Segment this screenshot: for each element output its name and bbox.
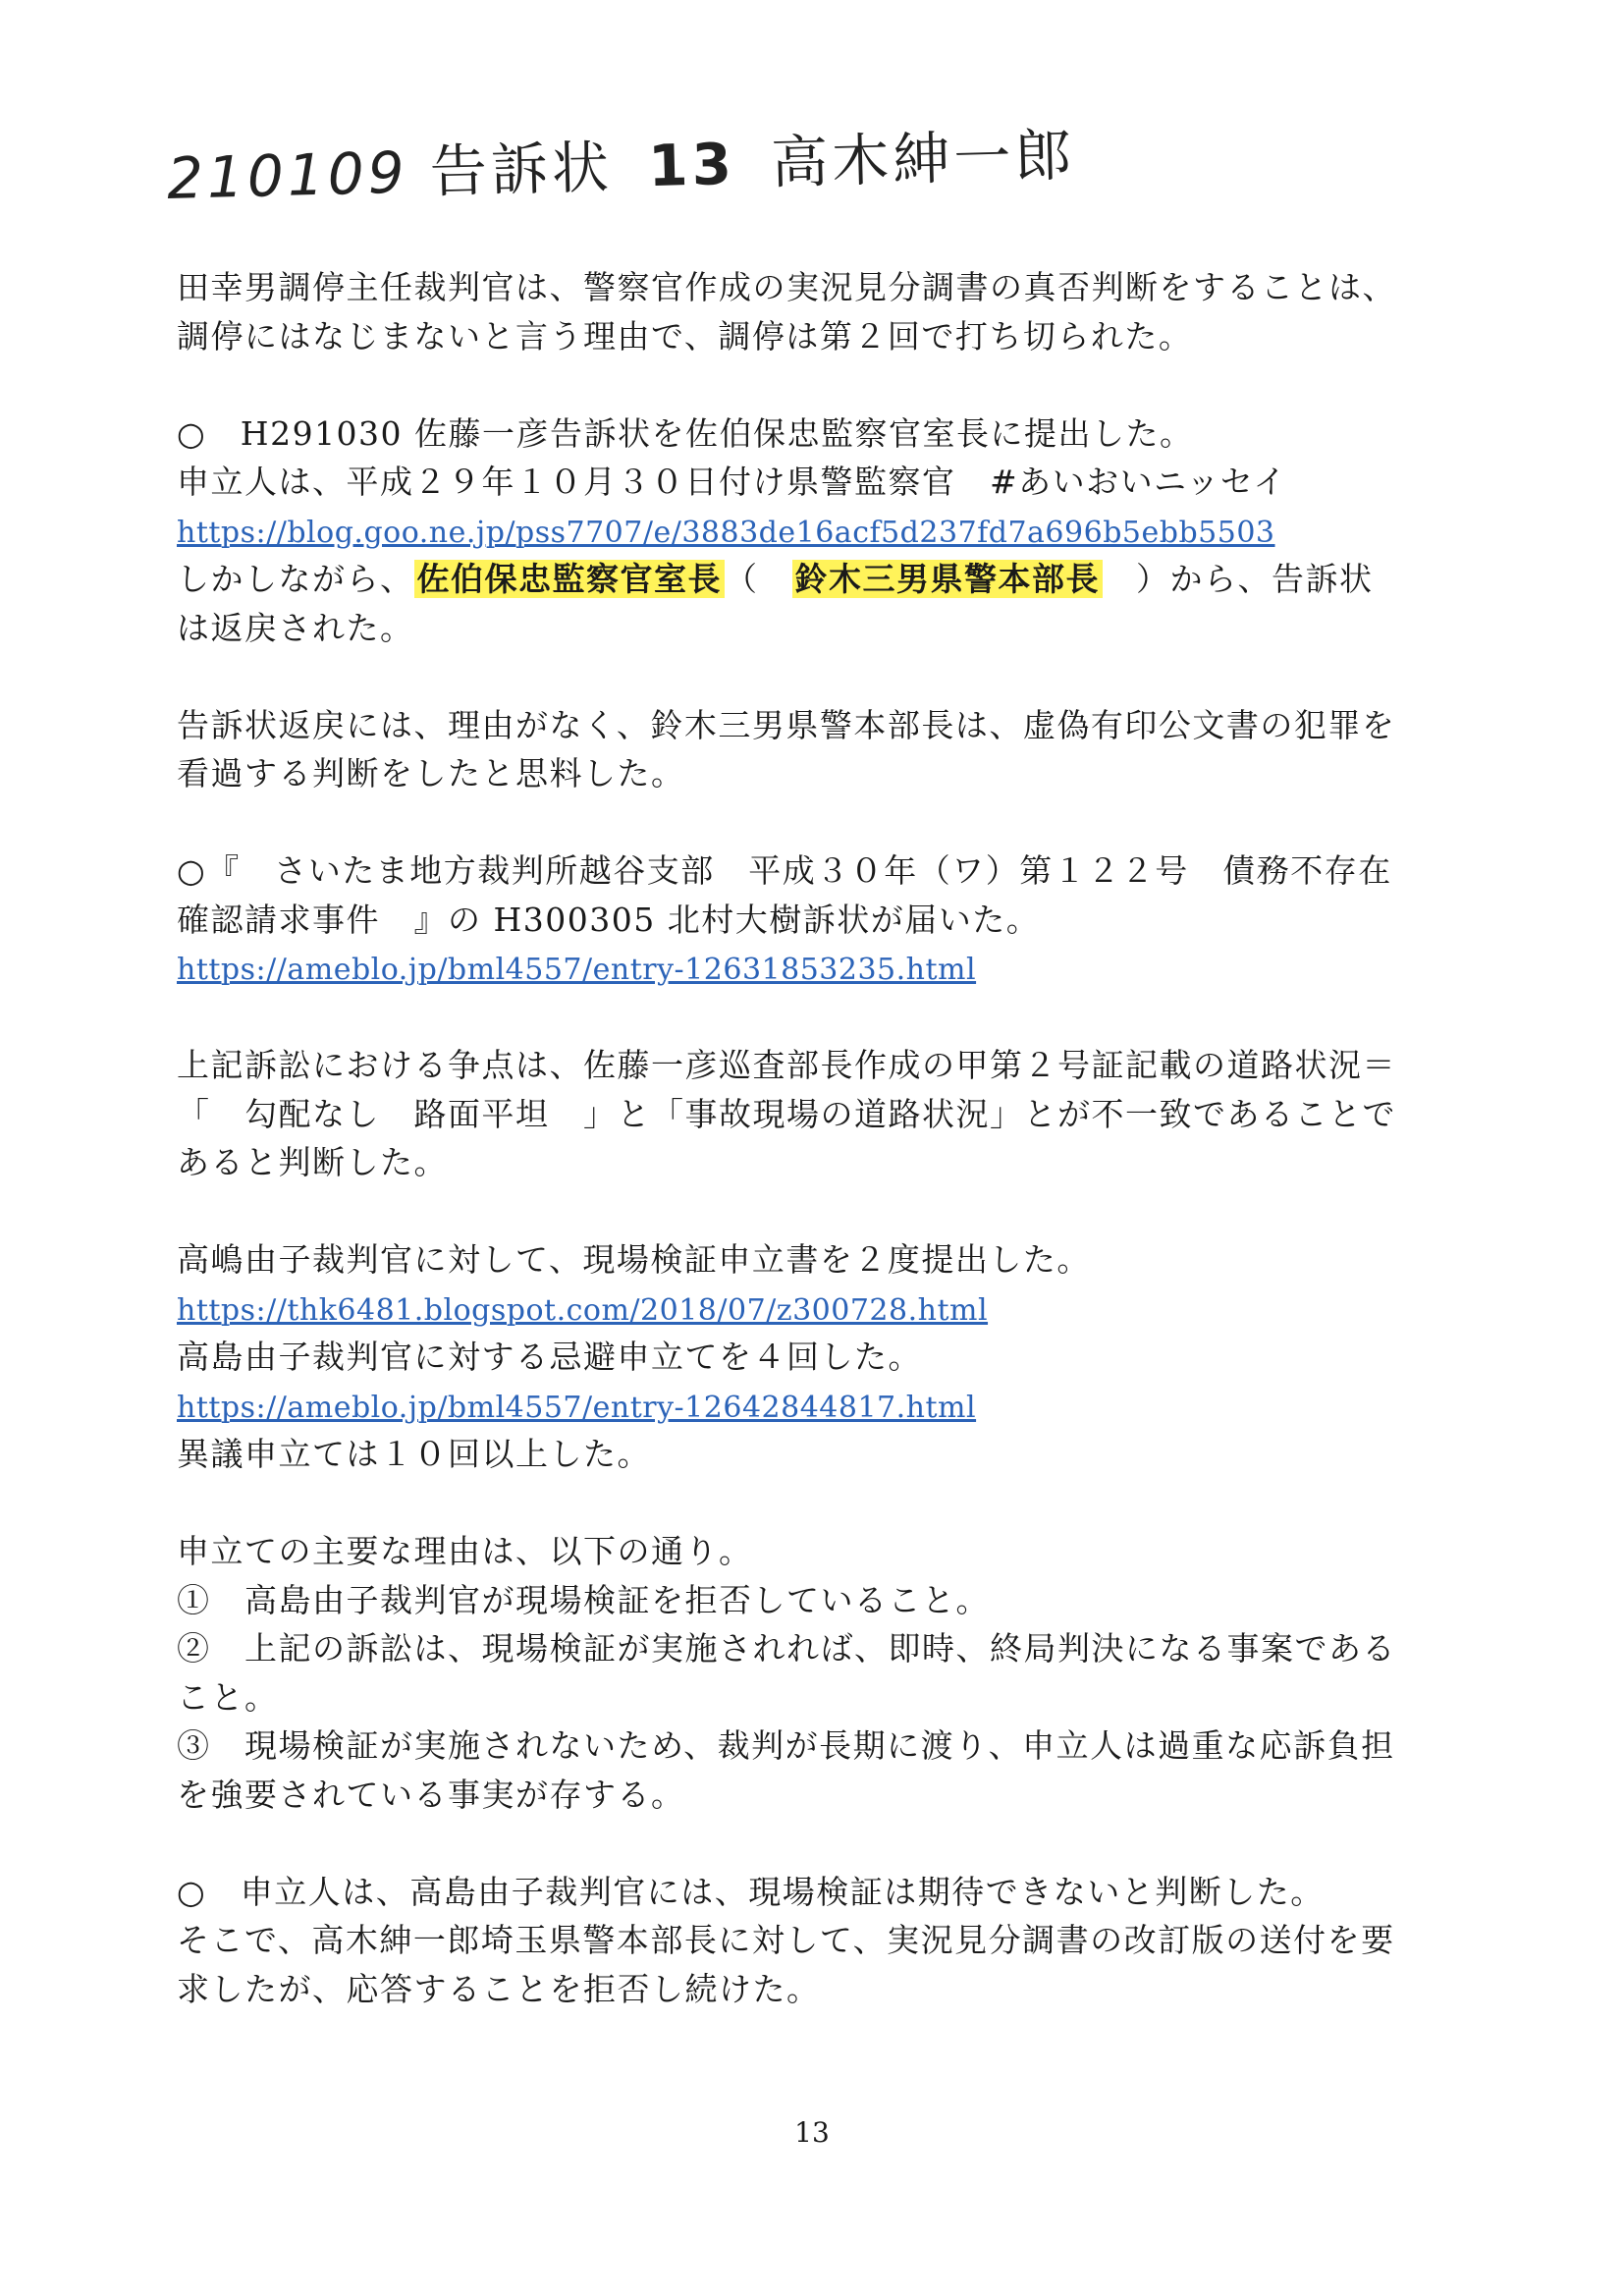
ameblo-link-1[interactable]: https://ameblo.jp/bml4557/entry-12631853235.html (177, 953, 977, 987)
header-page-ref: 13 (647, 130, 736, 200)
text-line: こと。 (177, 1677, 279, 1717)
text-line: 確認請求事件 』の H300305 北村大樹訴状が届いた。 (177, 900, 1041, 939)
text-line: 申立ての主要な理由は、以下の通り。 (177, 1532, 753, 1570)
blog-link[interactable]: https://blog.goo.ne.jp/pss7707/e/3883de16acf5d237fd7a696b5ebb5503 (177, 515, 1275, 550)
text-fragment: しかしながら、 (177, 560, 414, 598)
text-line: 看過する判断をしたと思料した。 (177, 754, 685, 793)
link-line (177, 1382, 1473, 1431)
text-line: 求したが、応答することを拒否し続けた。 (177, 1969, 821, 2008)
link-line (177, 507, 1473, 556)
text-line: 「 勾配なし 路面平坦 」と「事故現場の道路状況」とが不一致であることで (177, 1094, 1396, 1133)
text-line: ○ 申立人は、高島由子裁判官には、現場検証は期待できないと判断した。 (177, 1872, 1325, 1911)
text-line: ○ H291030 佐藤一彦告訴状を佐伯保忠監察官室長に提出した。 (177, 413, 1194, 453)
document-body (177, 263, 1473, 2013)
text-line: そこで、高木紳一郎埼玉県警本部長に対して、実況見分調書の改訂版の送付を要 (177, 1921, 1395, 1959)
list-item: ② 上記の訴訟は、現場検証が実施されれば、即時、終局判決になる事案である (177, 1629, 1396, 1667)
text-line: 異議申立ては１０回以上した。 (177, 1435, 651, 1473)
list-item: ① 高島由子裁判官が現場検証を拒否していること。 (177, 1580, 990, 1619)
text-line-highlighted (177, 555, 1473, 604)
text-line: 高嶋由子裁判官に対して、現場検証申立書を２度提出した。 (177, 1240, 1091, 1279)
text-line: 田幸男調停主任裁判官は、警察官作成の実況見分調書の真否判断をすることは、 (177, 268, 1396, 306)
text-fragment: （ (725, 560, 759, 598)
text-line: 告訴状返戻には、理由がなく、鈴木三男県警本部長は、虚偽有印公文書の犯罪を (177, 705, 1396, 744)
header-name: 高木紳一郎 (770, 121, 1077, 196)
text-line: 申立人は、平成２９年１０月３０日付け県警監察官 #あいおいニッセイ (177, 463, 1287, 501)
page-number: 13 (794, 2116, 830, 2149)
text-line: を強要されている事実が存する。 (177, 1775, 685, 1814)
text-line: あると判断した。 (177, 1143, 448, 1181)
text-line: は返戻された。 (177, 608, 414, 647)
header-doc-type: 告訴状 (429, 134, 614, 205)
text-line: 上記訴訟における争点は、佐藤一彦巡査部長作成の甲第２号証記載の道路状況＝ (177, 1046, 1396, 1084)
highlight-saeki: 佐伯保忠監察官室長 (414, 560, 726, 598)
text-line: 高島由子裁判官に対する忌避申立てを４回した。 (177, 1338, 922, 1376)
text-fragment: ）から、告訴状 (1136, 560, 1374, 598)
text-line: ○『 さいたま地方裁判所越谷支部 平成３０年（ワ）第１２２号 債務不存在 (177, 851, 1392, 890)
highlight-suzuki: 鈴木三男県警本部長 (792, 560, 1104, 598)
list-item: ③ 現場検証が実施されないため、裁判が長期に渡り、申立人は過重な応訴負担 (177, 1726, 1395, 1765)
blogspot-link[interactable]: https://thk6481.blogspot.com/2018/07/z300728.html (177, 1292, 989, 1328)
text-line: 調停にはなじまないと言う理由で、調停は第２回で打ち切られた。 (177, 316, 1193, 355)
link-line (177, 1285, 1473, 1334)
ameblo-link-2[interactable]: https://ameblo.jp/bml4557/entry-12642844817.html (177, 1390, 977, 1425)
handwritten-header (166, 109, 1076, 215)
link-line (177, 944, 1473, 993)
header-date: 210109 (166, 138, 409, 212)
